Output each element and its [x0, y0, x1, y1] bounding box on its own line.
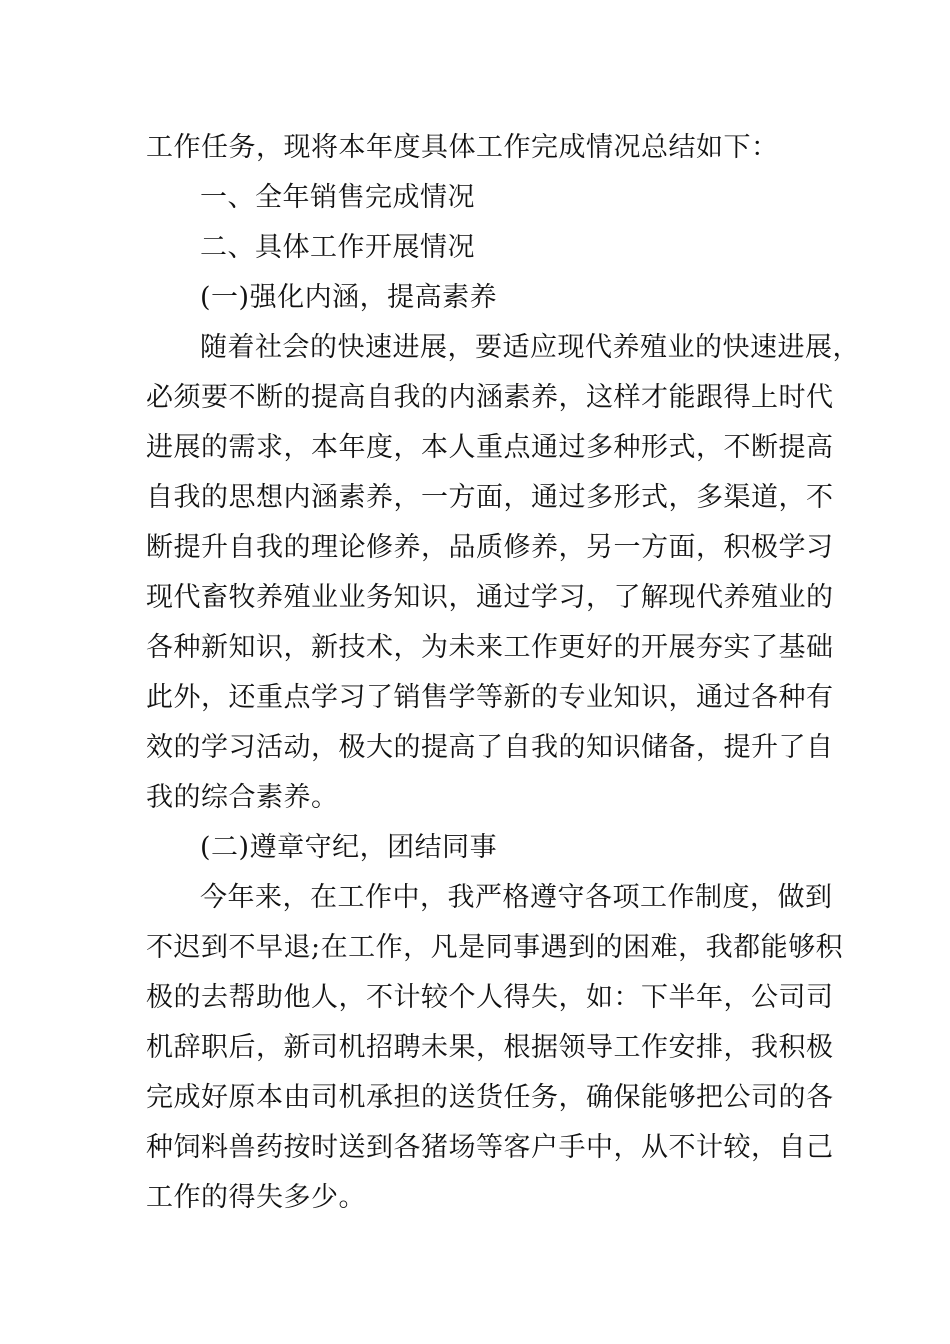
paragraph-line: 各种新知识，新技术，为未来工作更好的开展夯实了基础: [146, 632, 834, 663]
paragraph-line: 极的去帮助他人，不计较个人得失，如：下半年，公司司: [146, 982, 834, 1013]
paragraph-line: 机辞职后，新司机招聘未果，根据领导工作安排，我积极: [146, 1032, 834, 1063]
paragraph-line: 不迟到不早退;在工作，凡是同事遇到的困难，我都能够积: [146, 932, 844, 963]
section-heading: 二、具体工作开展情况: [200, 232, 475, 263]
paragraph-line: 断提升自我的理论修养，品质修养，另一方面，积极学习: [146, 532, 834, 563]
paragraph-line: 自我的思想内涵素养，一方面，通过多形式，多渠道，不: [146, 482, 834, 513]
subsection-heading: (二)遵章守纪，团结同事: [200, 832, 498, 863]
section-heading: 一、全年销售完成情况: [200, 182, 475, 213]
subsection-heading: (一)强化内涵，提高素养: [200, 282, 498, 313]
paragraph-line: 效的学习活动，极大的提高了自我的知识储备，提升了自: [146, 732, 834, 763]
text-line: 工作任务，现将本年度具体工作完成情况总结如下：: [146, 132, 779, 163]
paragraph-line: 完成好原本由司机承担的送货任务，确保能够把公司的各: [146, 1082, 834, 1113]
paragraph-line: 今年来，在工作中，我严格遵守各项工作制度，做到: [200, 882, 833, 913]
paragraph-line: 现代畜牧养殖业业务知识，通过学习，了解现代养殖业的: [146, 582, 834, 613]
paragraph-line: 必须要不断的提高自我的内涵素养，这样才能跟得上时代: [146, 382, 834, 413]
paragraph-line: 种饲料兽药按时送到各猪场等客户手中，从不计较，自己: [146, 1132, 834, 1163]
paragraph-line: 随着社会的快速进展，要适应现代养殖业的快速进展，: [200, 332, 860, 363]
paragraph-line: 进展的需求，本年度，本人重点通过多种形式，不断提高: [146, 432, 834, 463]
paragraph-line: 我的综合素养。: [146, 782, 339, 813]
paragraph-line: 此外，还重点学习了销售学等新的专业知识，通过各种有: [146, 682, 834, 713]
paragraph-line: 工作的得失多少。: [146, 1182, 366, 1213]
